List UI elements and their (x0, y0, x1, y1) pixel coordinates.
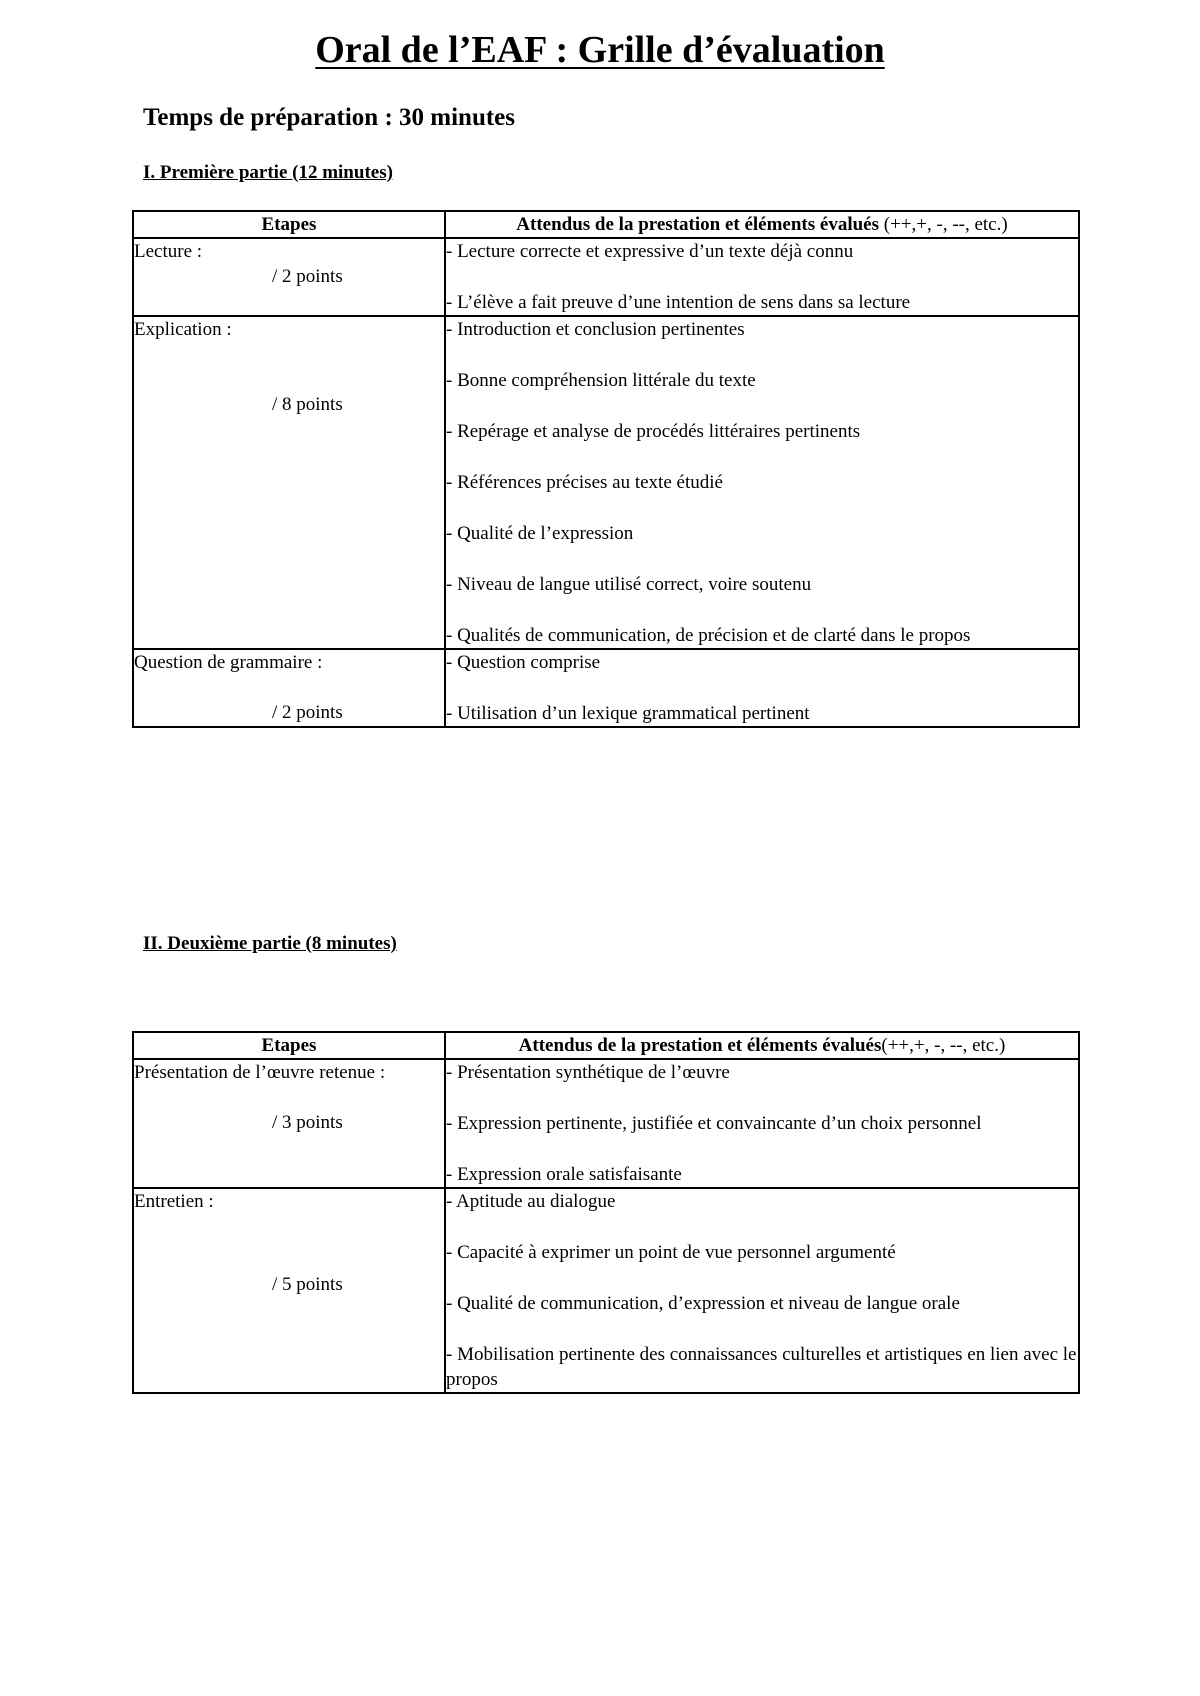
etape-cell (133, 1059, 445, 1188)
table-row (133, 238, 1079, 316)
criterion-item: - Qualité de communication, d’expression et niveau de langue orale (446, 1293, 960, 1314)
table-header-row (133, 211, 1079, 238)
criterion-item: - Niveau de langue utilisé correct, voire soutenu (446, 574, 812, 595)
points-label: / 2 points (272, 702, 343, 723)
preparation-time: Temps de préparation : 30 minutes (143, 104, 516, 131)
column-header-etapes: Etapes (133, 1032, 445, 1059)
criterion-item: - Introduction et conclusion pertinentes (446, 319, 745, 340)
section-heading-part2: II. Deuxième partie (8 minutes) (143, 933, 397, 954)
criterion-item: - Références précises au texte étudié (446, 472, 723, 493)
criterion-item: - Utilisation d’un lexique grammatical pertinent (446, 703, 810, 724)
criterion-item: - Qualité de l’expression (446, 523, 634, 544)
etape-cell (133, 1188, 445, 1393)
points-label: / 5 points (272, 1274, 343, 1295)
column-header-criteria (445, 1032, 1079, 1059)
section-heading-part1: I. Première partie (12 minutes) (143, 162, 393, 183)
points-label: / 3 points (272, 1112, 343, 1133)
criterion-item: - Question comprise (446, 652, 601, 673)
criterion-item: - Qualités de communication, de précision et de clarté dans le propos (446, 625, 971, 646)
criteria-header-label: Attendus de la prestation et éléments évalués (518, 1035, 882, 1056)
criteria-cell (445, 1188, 1079, 1393)
criteria-header-marks: (++,+, -, --, etc.) (881, 1035, 1006, 1056)
criterion-item: - Lecture correcte et expressive d’un texte déjà connu (446, 241, 854, 262)
column-header-criteria (445, 211, 1079, 238)
evaluation-table-part1 (132, 210, 1080, 728)
criterion-item: - Repérage et analyse de procédés littéraires pertinents (446, 421, 861, 442)
etape-label: Lecture : (134, 241, 203, 262)
page-title: Oral de l’EAF : Grille d’évaluation (315, 29, 885, 71)
criterion-item: - Présentation synthétique de l’œuvre (446, 1062, 730, 1083)
criteria-cell (445, 238, 1079, 316)
etape-label: Entretien : (134, 1191, 214, 1212)
criteria-cell (445, 316, 1079, 649)
criterion-item: - Expression orale satisfaisante (446, 1164, 682, 1185)
table-row (133, 316, 1079, 649)
etape-label: Explication : (134, 319, 232, 340)
table-row (133, 649, 1079, 727)
evaluation-table-part2 (132, 1031, 1080, 1394)
etape-cell (133, 649, 445, 727)
points-label: / 8 points (272, 394, 343, 415)
criteria-cell (445, 1059, 1079, 1188)
criteria-header-label: Attendus de la prestation et éléments évalués (516, 214, 880, 235)
etape-cell (133, 316, 445, 649)
criterion-item: - Capacité à exprimer un point de vue personnel argumenté (446, 1242, 896, 1263)
table-row (133, 1188, 1079, 1393)
table-row (133, 1059, 1079, 1188)
etape-cell (133, 238, 445, 316)
etape-label: Question de grammaire : (134, 652, 323, 673)
criteria-header-marks: (++,+, -, --, etc.) (879, 214, 1008, 235)
criterion-item: - Mobilisation pertinente des connaissances culturelles et artistiques en lien avec le propos (446, 1344, 1077, 1390)
criterion-item: - Bonne compréhension littérale du texte (446, 370, 756, 391)
table-header-row (133, 1032, 1079, 1059)
etape-label: Présentation de l’œuvre retenue : (134, 1062, 386, 1083)
criteria-cell (445, 649, 1079, 727)
criterion-item: - Aptitude au dialogue (446, 1191, 616, 1212)
column-header-etapes: Etapes (133, 211, 445, 238)
criterion-item: - L’élève a fait preuve d’une intention de sens dans sa lecture (446, 292, 911, 313)
criterion-item: - Expression pertinente, justifiée et convaincante d’un choix personnel (446, 1113, 982, 1134)
points-label: / 2 points (272, 266, 343, 287)
